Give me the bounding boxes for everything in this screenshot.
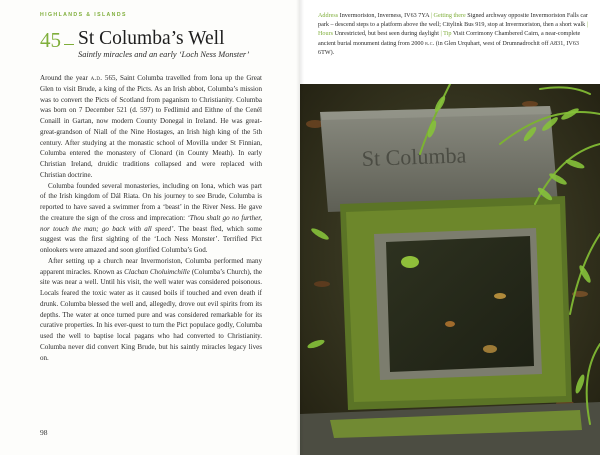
getting-there-label: Getting there: [433, 13, 466, 19]
paragraph: Around the year a.d. 565, Saint Columba travelled from Iona up the Great Glen to visit Brude, a king of the Picts. As an Irish abbot, Columba’s mission was to convert the Picts of Scotland from paganism to Christianity. Columba was born on 7 December 521 (d. 597) to Fedlimid and Eithne of the Cenél Conaill in Gartan, now modern County Donegal in Ireland. He was great-great-grandson of Niall of the Nine Hostages, an Irish high king of the 5th century. After studying at the monastic school of Movilla under St Finnian, Columba entered the monastery of Clonard (in County Meath). In early Christian Ireland, druidic traditions collapsed and were replaced with Christian doctrine.: [40, 74, 262, 179]
hours-text: Unrestricted, but best seen during daylight: [333, 31, 441, 38]
address-text: Invermoriston, Inverness, IV63 7YA: [338, 13, 431, 19]
paragraph: After setting up a church near Invermoriston, Columba performed many apparent miracles. Known as Clachan Choluimchille (Columba’s Church), the site was near a well. Until his visit, the well water was considered poisonous. Locals feared the toxic water as it caused boils if touched and even death if drunk. Columba blessed the well and, allegedly, drove out evil spirits from its depths. The water at once turned pure and was considered remarkable for its curative properties. In his ever-quest to turn the Pict populace godly, Columba used the well to baptise local pagans who had converted to Christianity. Columba never did convert King Brude, but his saintly miracles legacy lives on.: [40, 256, 262, 362]
page-number: 98: [40, 428, 48, 437]
visitor-info: Address Invermoriston, Inverness, IV63 7YA | Getting there Signed archway opposite Invermoriston Falls car park – descend steps to a platform above the well; Citylink Bus 919, stop at Invermoriston, then a short walk | Hours Unrestricted, but best seen during daylight | Tip Visit Corrimony Chambered Cairn, a near-complete ancient burial monument dating from 2000 b.c. (in Glen Urquhart, west of Drumnadrochit off A831, IV63 6TW).: [318, 13, 589, 56]
hours-label: Hours: [318, 31, 334, 38]
running-head: HIGHLANDS & ISLANDS: [40, 12, 127, 18]
body-text: [40, 73, 262, 363]
chapter-title: St Columba’s Well: [78, 28, 225, 49]
chapter-rule: [64, 44, 74, 45]
right-page: [300, 0, 600, 455]
stone-inscription: St Columba: [361, 142, 467, 171]
paragraph: Columba founded several monasteries, including on Iona, which was part of the Irish kingdom of Dál Riata. On his journey to see Brude, Columba is reported to have saved a swimmer from a ‘beast’ in the River Ness. He gave the creature the sign of the cross and imprecation: ‘Thou shalt go no further, nor touch the man; go back with all speed’. The beast fled, which some suggest was the first sighting of the ‘Loch Ness Monster’. Terrified Pict onlookers were amazed and soon glorified Columba’s God.: [40, 181, 263, 254]
getting-there-text: Signed archway opposite Invermoriston Falls car park – descend steps to a platform above the well; Citylink Bus 919, stop at Invermoriston, then a short walk: [318, 13, 588, 29]
tip-text: Visit Corrimony Chambered Cairn, a near-complete ancient burial monument dating from 2000: [318, 31, 581, 47]
chapter-subtitle: Saintly miracles and an early ‘Loch Ness Monster’: [78, 50, 250, 59]
address-label: Address: [318, 13, 339, 19]
well-photo: [300, 84, 600, 455]
book-gutter: [296, 0, 304, 455]
carved-stone: [320, 106, 558, 212]
chapter-number: 45: [40, 28, 61, 52]
tip-label: Tip: [443, 31, 452, 38]
